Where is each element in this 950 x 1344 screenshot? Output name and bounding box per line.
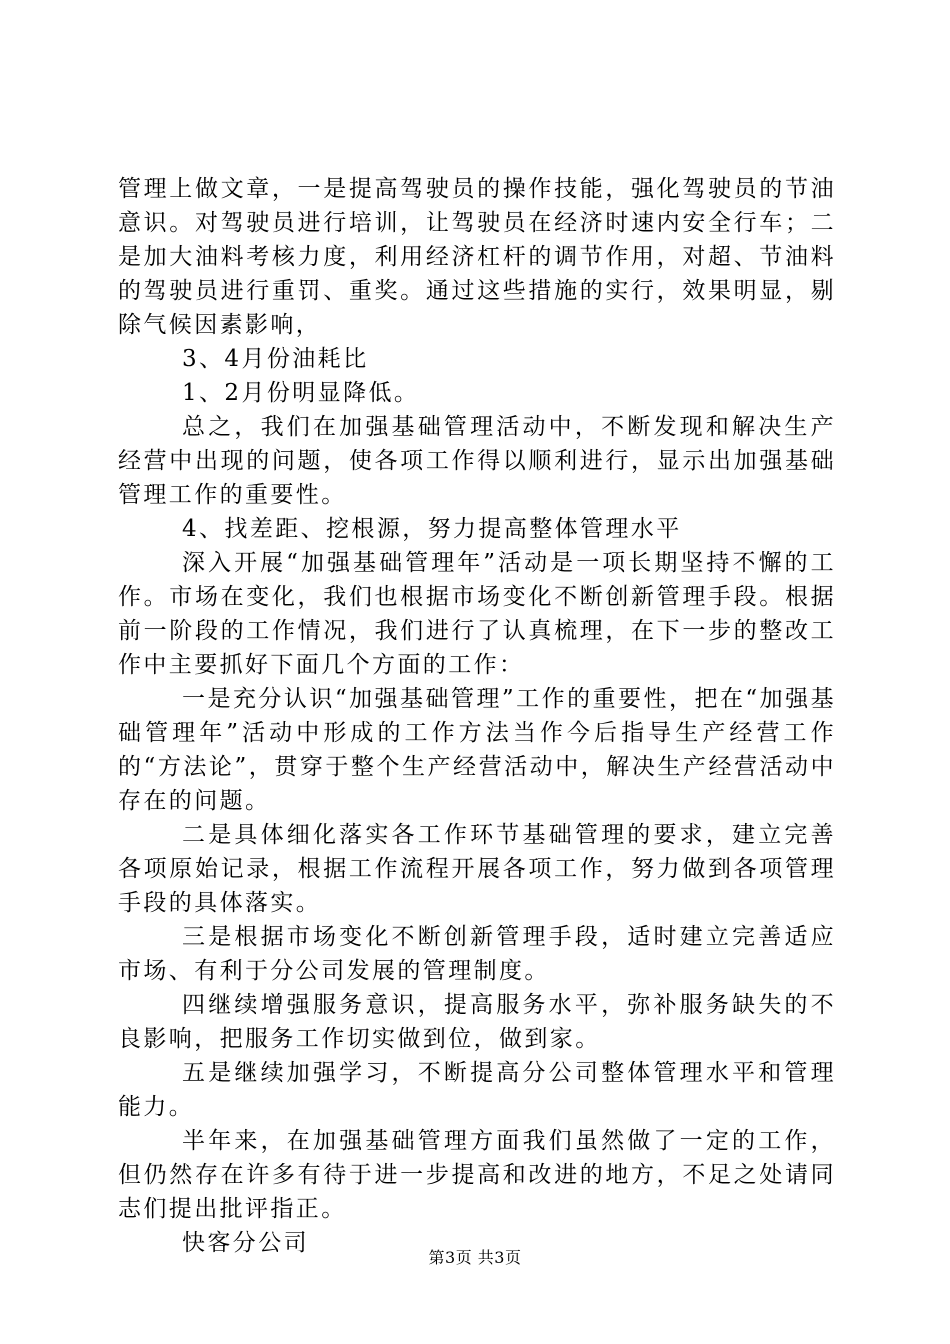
paragraph-fuel-management: 管理上做文章，一是提高驾驶员的操作技能，强化驾驶员的节油意识。对驾驶员进行培训，让驾驶员在经济时速内安全行车；二是加大油料考核力度，利用经济杠杆的调节作用，对超、节油料的驾驶员进行重罚、重奖。通过这些措施的实行，效果明显，剔除气候因素影响，	[118, 176, 836, 338]
section-heading-4: 4、找差距、挖根源，努力提高整体管理水平	[182, 516, 682, 542]
document-body	[118, 172, 836, 1260]
page-footer: 第3页 共3页	[428, 1248, 522, 1267]
paragraph-item-4: 四继续增强服务意识，提高服务水平，弥补服务缺失的不良影响，把服务工作切实做到位，做到家。	[118, 992, 836, 1052]
paragraph-campaign: 深入开展“加强基础管理年”活动是一项长期坚持不懈的工作。市场在变化，我们也根据市场变化不断创新管理手段。根据前一阶段的工作情况，我们进行了认真梳理，在下一步的整改工作中主要抓好下面几个方面的工作：	[118, 550, 836, 678]
paragraph-conclusion: 半年来，在加强基础管理方面我们虽然做了一定的工作，但仍然存在许多有待于进一步提高和改进的地方，不足之处请同志们提出批评指正。	[118, 1128, 836, 1222]
signature-company: 快客分公司	[182, 1230, 309, 1256]
paragraph-item-3: 三是根据市场变化不断创新管理手段，适时建立完善适应市场、有利于分公司发展的管理制度。	[118, 924, 836, 984]
paragraph-fuel-decrease: 1、2月份明显降低。	[182, 380, 420, 406]
paragraph-item-1: 一是充分认识“加强基础管理”工作的重要性，把在“加强基础管理年”活动中形成的工作方法当作今后指导生产经营工作的“方法论”，贯穿于整个生产经营活动中，解决生产经营活动中存在的问题。	[118, 686, 836, 814]
paragraph-item-2: 二是具体细化落实各工作环节基础管理的要求，建立完善各项原始记录，根据工作流程开展各项工作，努力做到各项管理手段的具体落实。	[118, 822, 836, 916]
paragraph-fuel-ratio: 3、4月份油耗比	[182, 346, 369, 372]
paragraph-summary: 总之，我们在加强基础管理活动中，不断发现和解决生产经营中出现的问题，使各项工作得以顺利进行，显示出加强基础管理工作的重要性。	[118, 414, 836, 508]
paragraph-item-5: 五是继续加强学习，不断提高分公司整体管理水平和管理能力。	[118, 1060, 836, 1120]
